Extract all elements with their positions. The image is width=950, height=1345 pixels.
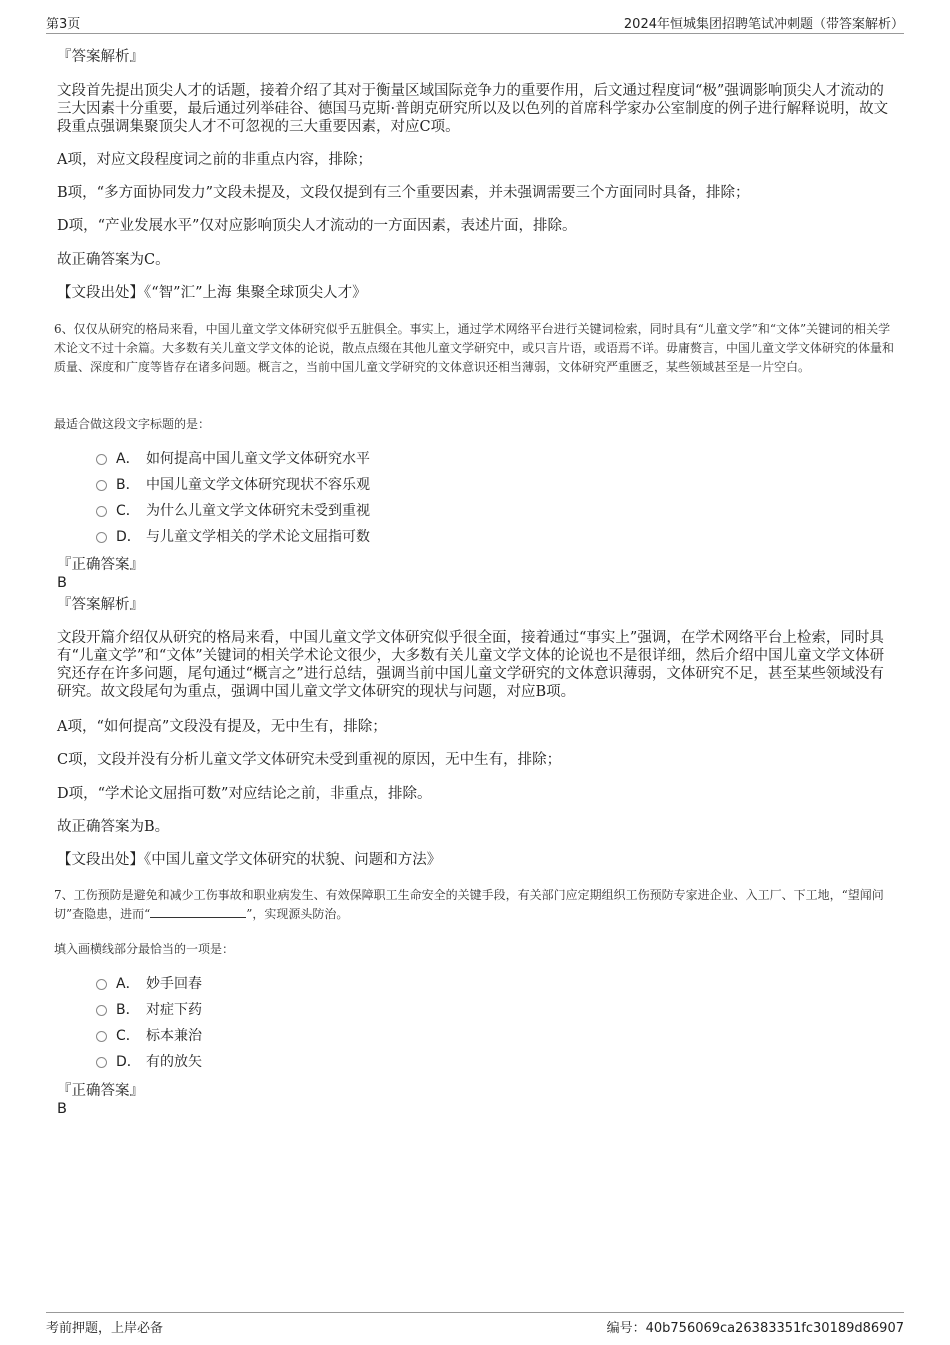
radio-icon[interactable] <box>96 1005 107 1016</box>
q6-explain-c: C项，文段并没有分析儿童文学文体研究未受到重视的原因，无中生有，排除； <box>57 752 562 768</box>
q6-option-b[interactable]: B． 中国儿童文学文体研究现状不容乐观 <box>96 474 370 496</box>
q6-analysis-label: 『答案解析』 <box>57 597 144 613</box>
q6-stem: 6、仅仅从研究的格局来看，中国儿童文学文体研究似乎五脏俱全。事实上，通过学术网络平台进行关键词检索，同时具有“儿童文学”和“文体”关键词的相关学术论文不过十余篇。大多数有关儿童文学文体的论说，散点点缀在其他儿童文学研究中，或只言片语，或语焉不详。毋庸赘言，中国儿童文学文体研究的体量和质量、深度和广度等皆存在诸多问题。概言之，当前中国儿童文学研究的文体意识还相当薄弱，文体研究严重匮乏，某些领域甚至是一片空白。 <box>54 322 895 374</box>
radio-icon[interactable] <box>96 979 107 990</box>
radio-icon[interactable] <box>96 532 107 543</box>
q5-explain-d: D项，“产业发展水平”仅对应影响顶尖人才流动的一方面因素，表述片面，排除。 <box>57 218 577 234</box>
q5-analysis-label: 『答案解析』 <box>57 49 144 65</box>
document-title: 2024年恒城集团招聘笔试冲刺题（带答案解析） <box>623 17 904 32</box>
q6-option-d[interactable]: D． 与儿童文学相关的学术论文屈指可数 <box>96 526 370 548</box>
q6-option-a[interactable]: A． 如何提高中国儿童文学文体研究水平 <box>96 448 370 470</box>
q7-option-d[interactable]: D． 有的放矢 <box>96 1051 202 1073</box>
radio-icon[interactable] <box>96 454 107 465</box>
q6-source: 【文段出处】《中国儿童文学文体研究的状貌、问题和方法》 <box>57 852 442 868</box>
radio-icon[interactable] <box>96 1057 107 1068</box>
q6-answer: B <box>57 575 67 591</box>
fill-in-blank <box>150 905 246 918</box>
page-number: 第3页 <box>46 17 81 32</box>
footer-code: 编号：40b756069ca26383351fc30189d86907 <box>606 1321 904 1336</box>
q5-analysis-text: 文段首先提出顶尖人才的话题，接着介绍了其对于衡量区域国际竞争力的重要作用，后文通过程度词“极”强调影响顶尖人才流动的三大因素十分重要，最后通过列举硅谷、德国马克斯·普朗克研究所以及以色列的首席科学家办公室制度的例子进行解释说明，故文段重点强调集聚顶尖人才不可忽视的三大重要因素，对应C项。 <box>57 83 889 135</box>
q6-explain-a: A项，“如何提高”文段没有提及，无中生有，排除； <box>57 719 387 735</box>
q5-source: 【文段出处】《“智”汇”上海 集聚全球顶尖人才》 <box>57 285 367 301</box>
q7-option-a[interactable]: A． 妙手回春 <box>96 973 202 995</box>
q5-explain-b: B项，“多方面协同发力”文段未提及，文段仅提到有三个重要因素，并未强调需要三个方面同时具备，排除； <box>57 185 750 201</box>
page-header <box>46 13 904 34</box>
q6-analysis-text: 文段开篇介绍仅从研究的格局来看，中国儿童文学文体研究似乎很全面，接着通过“事实上”强调，在学术网络平台上检索，同时具有“儿童文学”和“文体”关键词的相关学术论文很少，大多数有关儿童文学文体的论说也不是很详细，然后介绍中国儿童文学文体研究还存在许多问题，尾句通过“概言之”进行总结，强调当前中国儿童文学研究的文体意识薄弱，文体研究不足，甚至某些领域没有研究。故文段尾句为重点，强调中国儿童文学文体研究的现状与问题，对应B项。 <box>57 630 885 700</box>
q7-stem: 7、工伤预防是避免和减少工伤事故和职业病发生、有效保障职工生命安全的关键手段，有关部门应定期组织工伤预防专家进企业、入工厂、下工地，“望闻问切”查隐患，进而“ ”，实现源头防治。 <box>54 888 884 921</box>
q6-option-c[interactable]: C． 为什么儿童文学文体研究未受到重视 <box>96 500 370 522</box>
radio-icon[interactable] <box>96 506 107 517</box>
radio-icon[interactable] <box>96 480 107 491</box>
q7-prompt: 填入画横线部分最恰当的一项是： <box>54 942 235 956</box>
q5-explain-a: A项，对应文段程度词之前的非重点内容，排除； <box>57 152 372 168</box>
q7-answer-label: 『正确答案』 <box>57 1083 144 1099</box>
q6-answer-label: 『正确答案』 <box>57 557 144 573</box>
q6-prompt: 最适合做这段文字标题的是： <box>54 417 211 431</box>
q5-conclusion: 故正确答案为C。 <box>57 252 170 268</box>
q7-option-c[interactable]: C． 标本兼治 <box>96 1025 202 1047</box>
page-footer <box>46 1312 904 1337</box>
q6-conclusion: 故正确答案为B。 <box>57 819 170 835</box>
radio-icon[interactable] <box>96 1031 107 1042</box>
footer-slogan: 考前押题，上岸必备 <box>46 1321 164 1336</box>
q7-answer: B <box>57 1101 67 1117</box>
q6-explain-d: D项，“学术论文屈指可数”对应结论之前，非重点，排除。 <box>57 786 432 802</box>
q7-option-b[interactable]: B． 对症下药 <box>96 999 202 1021</box>
